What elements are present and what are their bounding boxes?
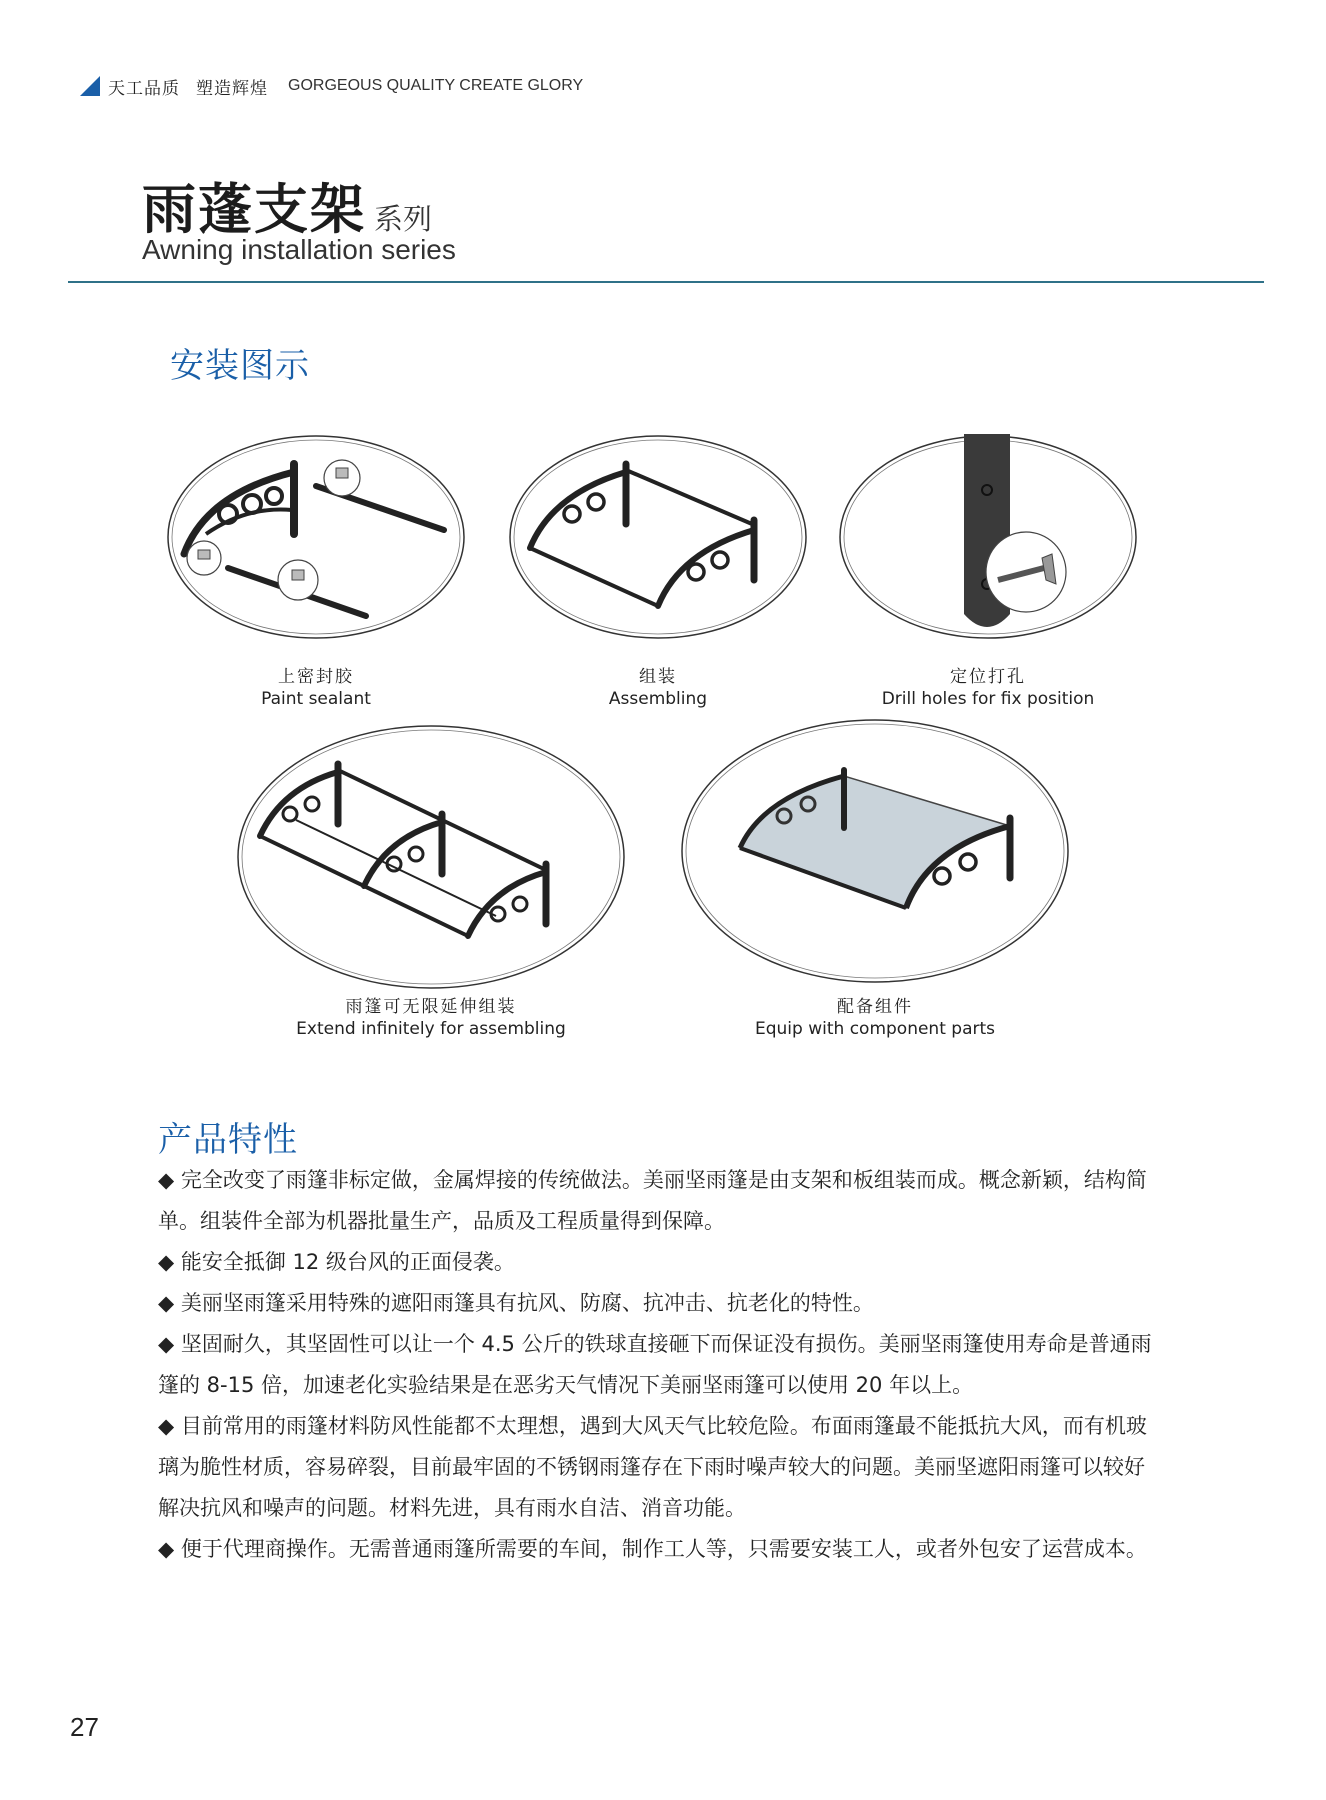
- caption-en: Drill holes for fix position: [881, 689, 1095, 709]
- tagline-cn-1: 天工品质: [108, 78, 180, 99]
- caption-en: Equip with component parts: [755, 1019, 995, 1039]
- extended-frame-icon: [260, 764, 546, 936]
- awning-frame-icon: [530, 464, 754, 606]
- triangle-marker-icon: [80, 76, 100, 96]
- illustration-paint-sealant: [166, 434, 466, 640]
- title-main: 雨蓬支架: [142, 178, 366, 241]
- feature-item: ◆ 坚固耐久，其坚固性可以让一个 4.5 公斤的铁球直接砸下而保证没有损伤。美丽坚雨篷使用寿命是普通雨篷的 8-15 倍，加速老化实验结果是在恶劣天气情况下美丽坚雨篷可以使用 20 年以上。: [158, 1332, 1152, 1397]
- title-suffix: 系列: [374, 202, 433, 236]
- caption-en: Paint sealant: [261, 689, 371, 709]
- feature-item: ◆ 便于代理商操作。无需普通雨篷所需要的车间，制作工人等，只需要安装工人，或者外包安了运营成本。: [158, 1537, 1147, 1561]
- illustration-extend-infinitely: [236, 724, 626, 990]
- caption-assembling: [478, 666, 838, 710]
- installation-heading: 安装图示: [170, 346, 310, 386]
- page-subtitle: Awning installation series: [142, 234, 456, 265]
- feature-item: ◆ 能安全抵御 12 级台风的正面侵袭。: [158, 1250, 515, 1274]
- caption-drill-holes: [808, 666, 1168, 710]
- caption-cn: 组装: [639, 667, 677, 687]
- page-header: [80, 74, 583, 98]
- caption-component-parts: [695, 996, 1055, 1040]
- page-title: [142, 180, 432, 240]
- tagline-cn-2: 塑造辉煌: [196, 78, 268, 99]
- illustration-assembling: [508, 434, 808, 640]
- bracket-icon: [184, 464, 294, 554]
- illustration-component-parts: [680, 718, 1070, 984]
- feature-item: ◆ 目前常用的雨篷材料防风性能都不太理想，遇到大风天气比较危险。布面雨篷最不能抵抗大风，而有机玻璃为脆性材质，容易碎裂，目前最牢固的不锈钢雨篷存在下雨时噪声较大的问题。美丽坚遮阳雨篷可以较好解决抗风和噪声的问题。材料先进，具有雨水自洁、消音功能。: [158, 1414, 1147, 1520]
- screw-icon: [986, 532, 1066, 612]
- caption-extend-infinitely: [251, 996, 611, 1040]
- illustration-drill-holes: [838, 434, 1138, 640]
- caption-en: Extend infinitely for assembling: [296, 1019, 566, 1039]
- caption-en: Assembling: [608, 689, 708, 709]
- page-number: 27: [70, 1712, 99, 1742]
- features-heading: 产品特性: [158, 1120, 298, 1160]
- caption-cn: 雨篷可无限延伸组装: [345, 997, 517, 1017]
- caption-cn: 配备组件: [837, 997, 913, 1017]
- caption-cn: 定位打孔: [950, 667, 1026, 687]
- feature-item: ◆ 美丽坚雨篷采用特殊的遮阳雨篷具有抗风、防腐、抗冲击、抗老化的特性。: [158, 1291, 874, 1315]
- finished-awning-icon: [740, 770, 1010, 908]
- title-divider: [68, 281, 1264, 283]
- caption-cn: 上密封胶: [278, 667, 354, 687]
- caption-paint-sealant: [136, 666, 496, 710]
- features-list: [158, 1160, 1158, 1570]
- feature-item: ◆ 完全改变了雨篷非标定做，金属焊接的传统做法。美丽坚雨篷是由支架和板组装而成。概念新颖，结构简单。组装件全部为机器批量生产，品质及工程质量得到保障。: [158, 1168, 1147, 1233]
- tagline-en: GORGEOUS QUALITY CREATE GLORY: [288, 77, 584, 94]
